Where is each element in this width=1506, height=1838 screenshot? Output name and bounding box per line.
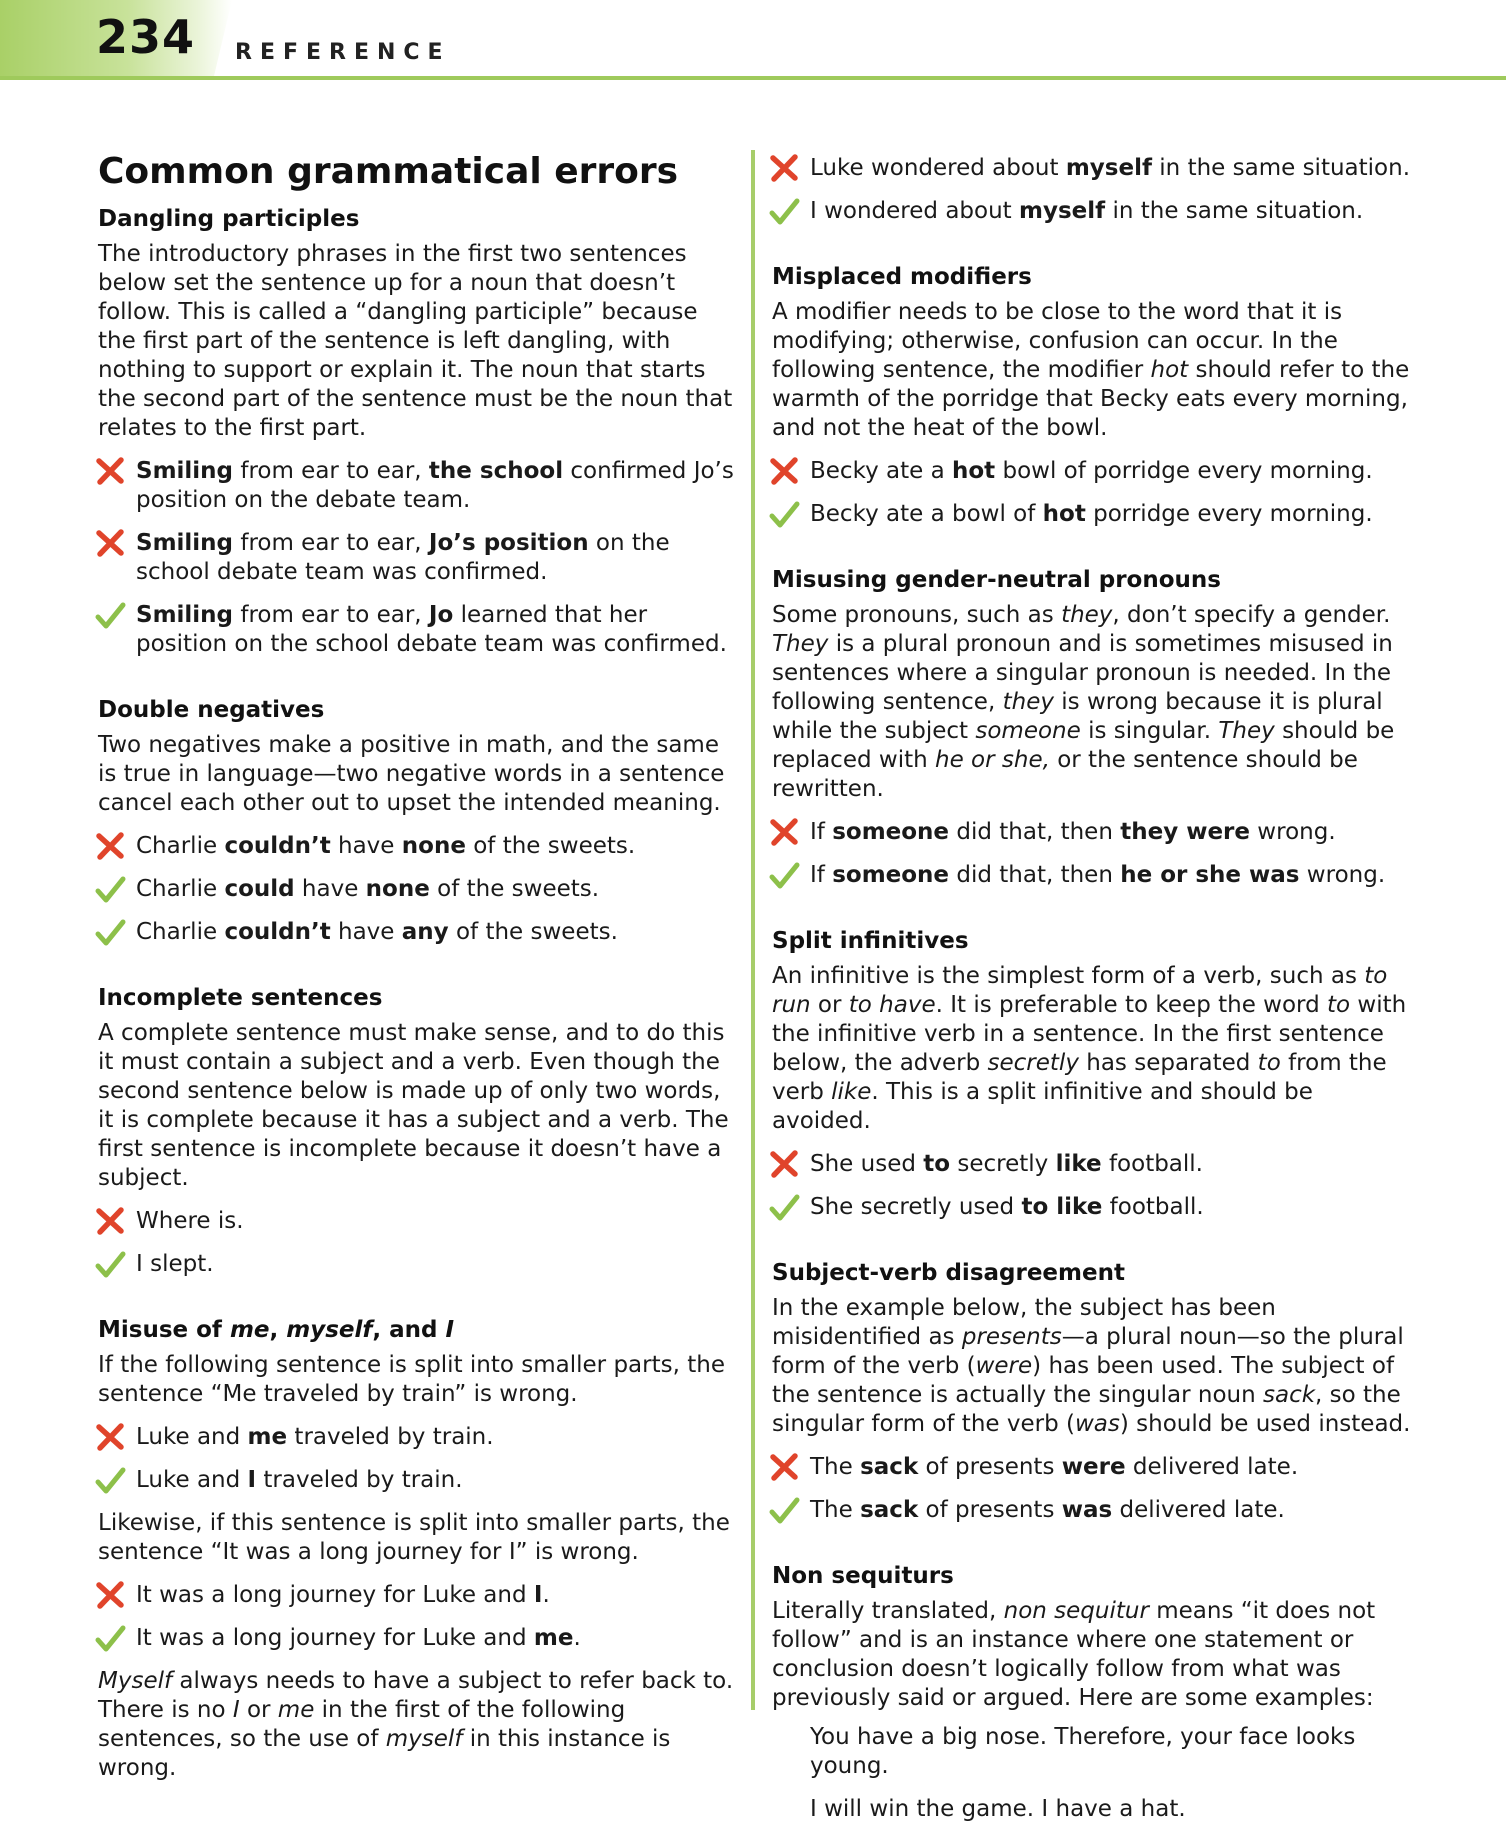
example-wrong: She used to secretly like football. [772,1150,1417,1179]
heading-subject-verb-disagreement: Subject-verb disagreement [772,1260,1125,1286]
nonseq-example: I will win the game. I have a hat. [810,1796,1186,1822]
check-icon [768,859,800,891]
cross-icon [94,830,126,862]
example-wrong: Luke wondered about myself in the same situation. [772,154,1417,183]
check-icon [768,195,800,227]
misplaced-body: A modifier needs to be close to the word that it is modifying; otherwise, confusion can occur. In the following sentence, the modifier hot should refer to the warmth of the porridge that Becky eats every morning, and not the heat of the bowl. [772,299,1410,441]
gender-body: Some pronouns, such as they, don’t specify a gender. They is a plural pronoun and is sometimes misused in sentences where a singular pronoun is needed. In the following sentence, they is wrong because it is plural while the subject someone is singular. They should be replaced with he or she, or the sentence should be rewritten. [772,602,1395,802]
example-wrong: Becky ate a hot bowl of porridge every morning. [772,457,1417,486]
misuse-body-1: If the following sentence is split into smaller parts, the sentence “Me traveled by train” is wrong. [98,1352,725,1407]
heading-double-negatives: Double negatives [98,697,325,723]
cross-icon [94,1205,126,1237]
example-wrong: Charlie couldn’t have none of the sweets. [98,832,738,861]
example-correct: It was a long journey for Luke and me. [98,1624,738,1653]
check-icon [94,1622,126,1654]
check-icon [768,1494,800,1526]
check-icon [94,599,126,631]
section-label: REFERENCE [235,40,451,65]
example-wrong: If someone did that, then they were wrong. [772,818,1417,847]
example-correct: Luke and I traveled by train. [98,1466,738,1495]
heading-misuse-me-myself-i: Misuse of me, myself, and I [98,1317,455,1343]
cross-icon [94,455,126,487]
check-icon [94,1248,126,1280]
example-wrong: It was a long journey for Luke and I. [98,1581,738,1610]
example-wrong: Smiling from ear to ear, the school confirmed Jo’s position on the debate team. [98,457,738,515]
example-correct: I slept. [98,1250,738,1279]
cross-icon [94,527,126,559]
cross-icon [94,1421,126,1453]
example-wrong: Where is. [98,1207,738,1236]
nonseq-example: You have a big nose. Therefore, your face looks young. [810,1724,1356,1779]
heading-gender-neutral-pronouns: Misusing gender-neutral pronouns [772,567,1221,593]
example-wrong: Smiling from ear to ear, Jo’s position on the school debate team was confirmed. [98,529,738,587]
example-correct: If someone did that, then he or she was wrong. [772,861,1417,890]
agreement-body: In the example below, the subject has been misidentified as presents—a plural noun—so the plural form of the verb (were) has been used. The subject of the sentence is actually the singular noun sack, so the singular form of the verb (was) should be used instead. [772,1295,1411,1437]
check-icon [768,498,800,530]
page-title: Common grammatical errors [98,151,679,192]
split-body: An infinitive is the simplest form of a verb, such as to run or to have. It is preferable to keep the word to with the infinitive verb in a sentence. In the first sentence below, the adverb secretly has separated to from the verb like. This is a split infinitive and should be avoided. [772,963,1407,1134]
heading-dangling-participles: Dangling participles [98,206,360,232]
nonseq-body: Literally translated, non sequitur means “it does not follow” and is an instance where one statement or conclusion doesn’t logically follow from what was previously said or argued. Here are some examples: [772,1598,1376,1711]
header-rule [0,76,1506,80]
example-correct: Charlie couldn’t have any of the sweets. [98,918,738,947]
right-column [772,150,1417,1838]
check-icon [94,1464,126,1496]
dangling-body: The introductory phrases in the first two sentences below set the sentence up for a noun that doesn’t follow. This is called a “dangling participle” because the first part of the sentence is left dangling, with nothing to support or explain it. The noun that starts the second part of the sentence must be the noun that relates to the first part. [98,241,733,441]
example-correct: She secretly used to like football. [772,1193,1417,1222]
example-wrong: Luke and me traveled by train. [98,1423,738,1452]
check-icon [94,873,126,905]
heading-misplaced-modifiers: Misplaced modifiers [772,264,1032,290]
page-number: 234 [96,10,196,64]
check-icon [94,916,126,948]
example-correct: Charlie could have none of the sweets. [98,875,738,904]
cross-icon [768,455,800,487]
cross-icon [768,1451,800,1483]
cross-icon [768,816,800,848]
heading-incomplete-sentences: Incomplete sentences [98,985,383,1011]
cross-icon [94,1579,126,1611]
column-divider [751,150,755,1710]
cross-icon [768,152,800,184]
double-body: Two negatives make a positive in math, and the same is true in language—two negative words in a sentence cancel each other out to upset the intended meaning. [98,732,725,816]
check-icon [768,1191,800,1223]
heading-split-infinitives: Split infinitives [772,928,969,954]
example-wrong: The sack of presents were delivered late. [772,1453,1417,1482]
example-correct: I wondered about myself in the same situation. [772,197,1417,226]
incomplete-body: A complete sentence must make sense, and to do this it must contain a subject and a verb. Even though the second sentence below is made up of only two words, it is complete because it has a subject and a verb. The first sentence is incomplete because it doesn’t have a subject. [98,1020,729,1191]
example-correct: The sack of presents was delivered late. [772,1496,1417,1525]
misuse-body-2: Likewise, if this sentence is split into smaller parts, the sentence “It was a long journey for I” is wrong. [98,1510,730,1565]
example-correct: Smiling from ear to ear, Jo learned that her position on the school debate team was confirmed. [98,601,738,659]
page-header [0,0,1506,90]
cross-icon [768,1148,800,1180]
heading-non-sequiturs: Non sequiturs [772,1563,954,1589]
example-correct: Becky ate a bowl of hot porridge every morning. [772,500,1417,529]
misuse-body-3: Myself always needs to have a subject to refer back to. There is no I or me in the first of the following sentences, so the use of myself in this instance is wrong. [98,1668,734,1781]
left-column [98,150,738,1793]
